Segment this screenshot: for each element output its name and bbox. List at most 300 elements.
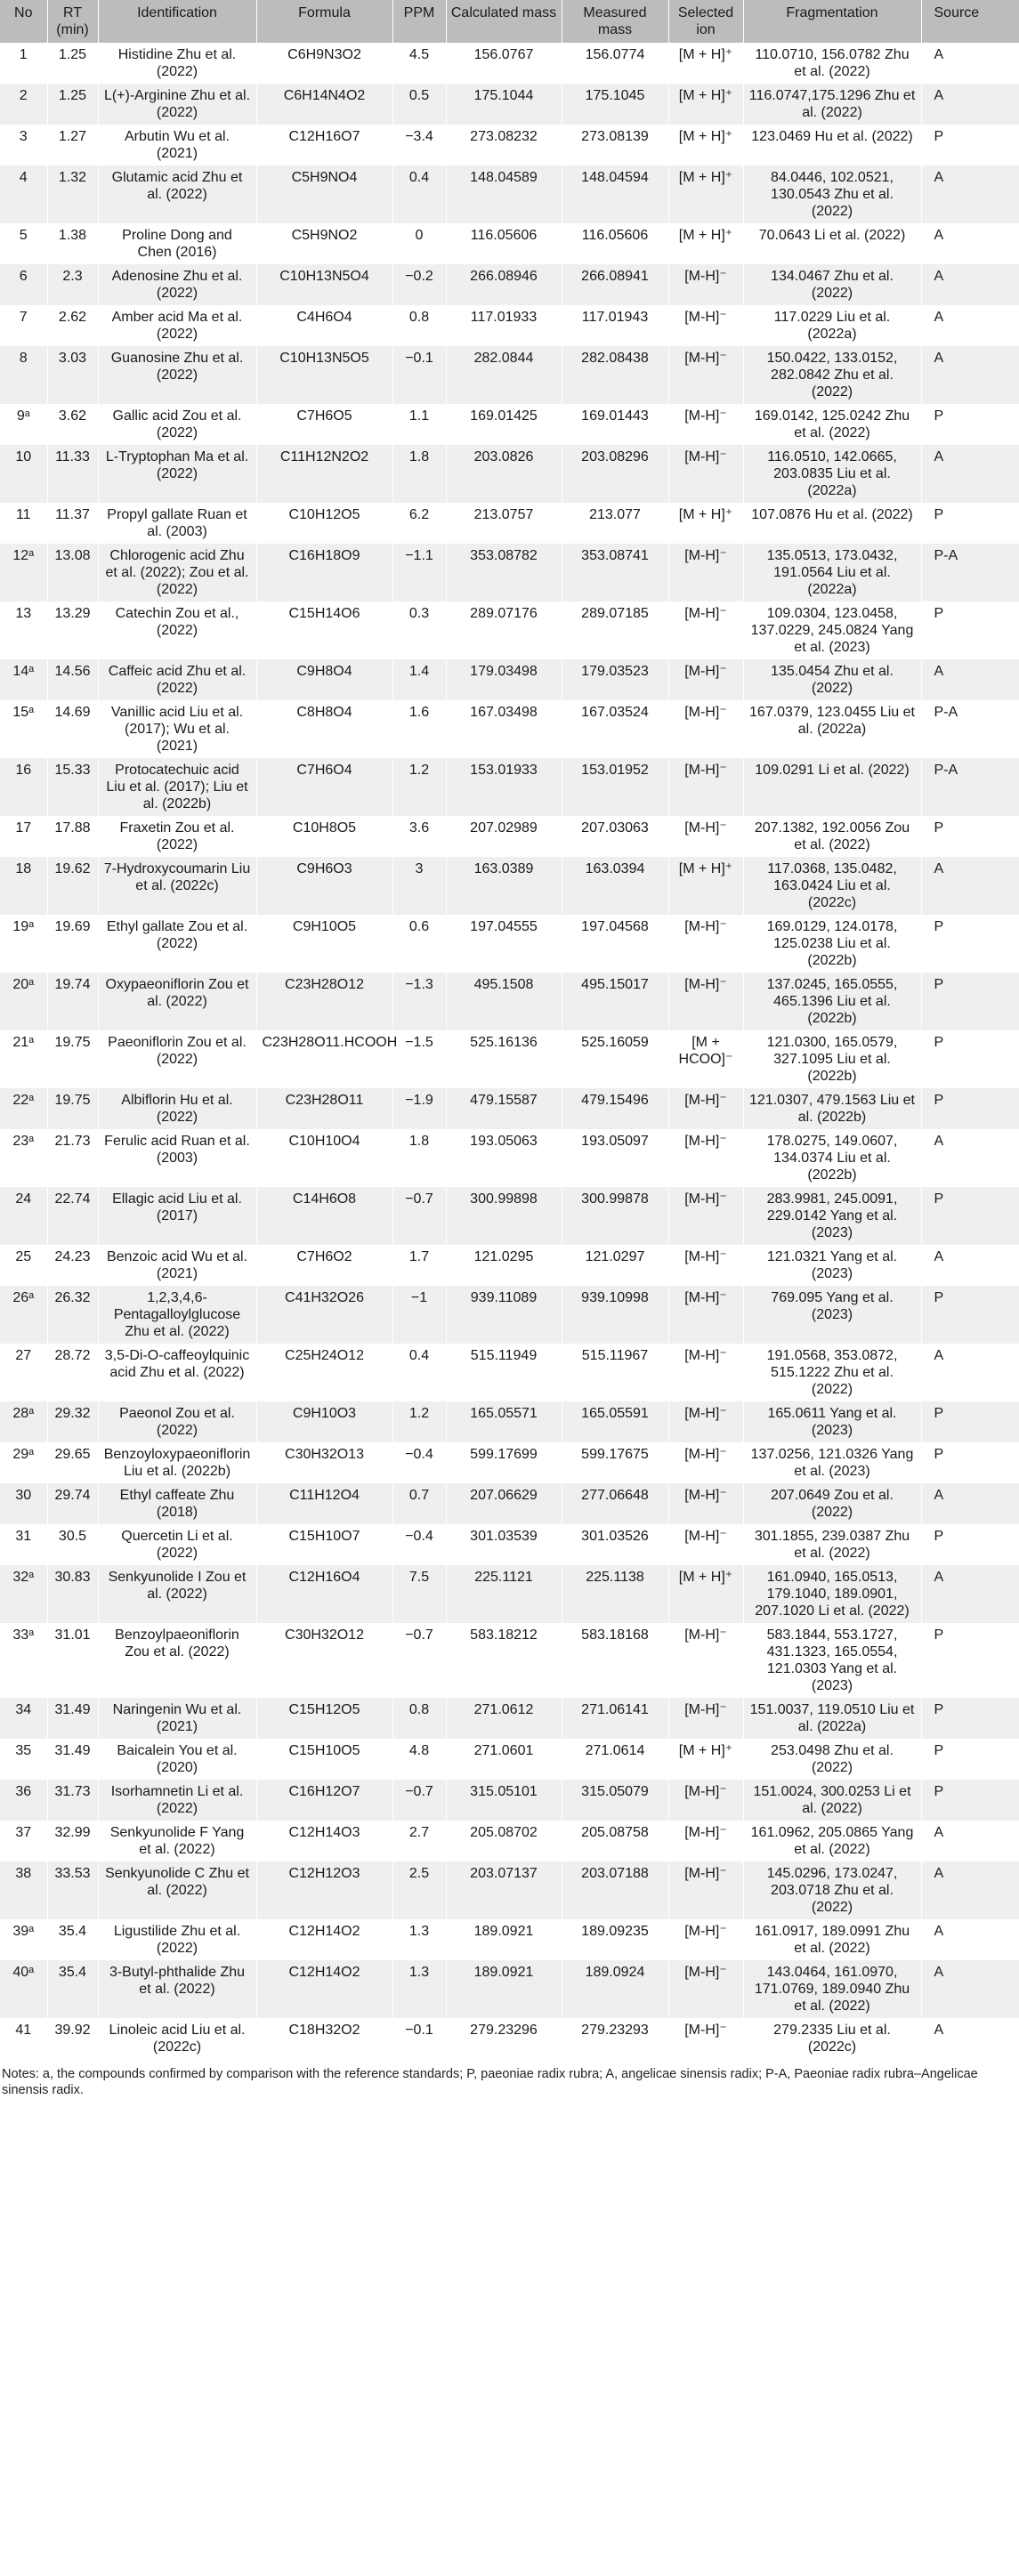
cell-calculated-mass: 289.07176 (446, 602, 562, 659)
cell-rt: 28.72 (47, 1344, 98, 1401)
cell-selected-ion: [M-H]⁻ (668, 700, 743, 758)
cell-rt: 35.4 (47, 1960, 98, 2018)
cell-formula: C15H12O5 (256, 1698, 392, 1739)
cell-calculated-mass: 193.05063 (446, 1129, 562, 1187)
table-row (0, 346, 1019, 404)
cell-selected-ion: [M-H]⁻ (668, 1401, 743, 1442)
cell-ppm: 1.4 (392, 659, 446, 700)
header-identification: Identification (98, 0, 256, 43)
cell-selected-ion: [M-H]⁻ (668, 445, 743, 503)
cell-ppm: 0 (392, 223, 446, 264)
cell-rt: 31.49 (47, 1698, 98, 1739)
cell-ppm: 0.4 (392, 166, 446, 223)
cell-rt: 2.3 (47, 264, 98, 305)
cell-source: P (921, 1088, 1019, 1129)
table-row (0, 758, 1019, 816)
cell-ppm: 1.8 (392, 445, 446, 503)
cell-selected-ion: [M-H]⁻ (668, 1483, 743, 1524)
cell-fragmentation: 207.0649 Zou et al. (2022) (743, 1483, 921, 1524)
cell-no: 7 (0, 305, 47, 346)
cell-fragmentation: 161.0962, 205.0865 Yang et al. (2022) (743, 1821, 921, 1861)
table-row (0, 503, 1019, 544)
cell-formula: C9H10O3 (256, 1401, 392, 1442)
cell-identification: Benzoic acid Wu et al. (2021) (98, 1245, 256, 1286)
cell-no: 25 (0, 1245, 47, 1286)
cell-fragmentation: 151.0037, 119.0510 Liu et al. (2022a) (743, 1698, 921, 1739)
cell-identification: L(+)-Arginine Zhu et al. (2022) (98, 84, 256, 125)
table-row (0, 1780, 1019, 1821)
cell-identification: L-Tryptophan Ma et al. (2022) (98, 445, 256, 503)
table-row (0, 1401, 1019, 1442)
cell-selected-ion: [M-H]⁻ (668, 973, 743, 1030)
cell-rt: 32.99 (47, 1821, 98, 1861)
table-row (0, 125, 1019, 166)
cell-identification: Oxypaeoniflorin Zou et al. (2022) (98, 973, 256, 1030)
cell-source: P (921, 1698, 1019, 1739)
cell-calculated-mass: 165.05571 (446, 1401, 562, 1442)
cell-source: A (921, 1245, 1019, 1286)
cell-formula: C23H28O11 (256, 1088, 392, 1129)
table-row (0, 305, 1019, 346)
cell-identification: Senkyunolide I Zou et al. (2022) (98, 1565, 256, 1623)
cell-identification: Paeonol Zou et al. (2022) (98, 1401, 256, 1442)
cell-rt: 24.23 (47, 1245, 98, 1286)
cell-ppm: 0.4 (392, 1344, 446, 1401)
cell-source: P (921, 125, 1019, 166)
cell-rt: 15.33 (47, 758, 98, 816)
cell-rt: 29.32 (47, 1401, 98, 1442)
cell-formula: C5H9NO4 (256, 166, 392, 223)
cell-calculated-mass: 213.0757 (446, 503, 562, 544)
cell-no: 19ᵃ (0, 915, 47, 973)
cell-no: 18 (0, 857, 47, 915)
cell-ppm: 0.5 (392, 84, 446, 125)
cell-calculated-mass: 315.05101 (446, 1780, 562, 1821)
cell-rt: 19.74 (47, 973, 98, 1030)
cell-ppm: 3.6 (392, 816, 446, 857)
cell-no: 20ᵃ (0, 973, 47, 1030)
cell-calculated-mass: 117.01933 (446, 305, 562, 346)
cell-selected-ion: [M-H]⁻ (668, 1861, 743, 1919)
cell-ppm: −0.1 (392, 346, 446, 404)
header-no: No (0, 0, 47, 43)
cell-formula: C30H32O12 (256, 1623, 392, 1698)
table-body (0, 43, 1019, 2059)
cell-selected-ion: [M-H]⁻ (668, 1780, 743, 1821)
cell-formula: C12H16O7 (256, 125, 392, 166)
cell-selected-ion: [M + H]⁺ (668, 166, 743, 223)
cell-ppm: 0.6 (392, 915, 446, 973)
cell-calculated-mass: 266.08946 (446, 264, 562, 305)
cell-selected-ion: [M-H]⁻ (668, 1623, 743, 1698)
cell-ppm: 1.6 (392, 700, 446, 758)
cell-ppm: 1.2 (392, 1401, 446, 1442)
cell-identification: Quercetin Li et al. (2022) (98, 1524, 256, 1565)
cell-measured-mass: 271.0614 (562, 1739, 668, 1780)
cell-measured-mass: 315.05079 (562, 1780, 668, 1821)
cell-measured-mass: 515.11967 (562, 1344, 668, 1401)
cell-measured-mass: 203.07188 (562, 1861, 668, 1919)
cell-selected-ion: [M-H]⁻ (668, 1698, 743, 1739)
cell-no: 11 (0, 503, 47, 544)
cell-formula: C9H8O4 (256, 659, 392, 700)
cell-identification: Senkyunolide F Yang et al. (2022) (98, 1821, 256, 1861)
cell-measured-mass: 153.01952 (562, 758, 668, 816)
cell-fragmentation: 583.1844, 553.1727, 431.1323, 165.0554, 121.0303 Yang et al. (2023) (743, 1623, 921, 1698)
cell-measured-mass: 167.03524 (562, 700, 668, 758)
cell-ppm: −0.4 (392, 1524, 446, 1565)
table-row (0, 223, 1019, 264)
cell-fragmentation: 135.0454 Zhu et al. (2022) (743, 659, 921, 700)
cell-rt: 1.25 (47, 43, 98, 84)
cell-calculated-mass: 175.1044 (446, 84, 562, 125)
cell-ppm: 1.1 (392, 404, 446, 445)
cell-no: 3 (0, 125, 47, 166)
cell-no: 40ᵃ (0, 1960, 47, 2018)
cell-calculated-mass: 207.02989 (446, 816, 562, 857)
cell-no: 39ᵃ (0, 1919, 47, 1960)
cell-fragmentation: 178.0275, 149.0607, 134.0374 Liu et al. (2022b) (743, 1129, 921, 1187)
cell-identification: Ellagic acid Liu et al. (2017) (98, 1187, 256, 1245)
cell-fragmentation: 301.1855, 239.0387 Zhu et al. (2022) (743, 1524, 921, 1565)
cell-no: 14ᵃ (0, 659, 47, 700)
cell-ppm: −1.1 (392, 544, 446, 602)
table-row (0, 1861, 1019, 1919)
cell-measured-mass: 207.03063 (562, 816, 668, 857)
cell-fragmentation: 137.0256, 121.0326 Yang et al. (2023) (743, 1442, 921, 1483)
header-selected-ion: Selected ion (668, 0, 743, 43)
cell-ppm: −1 (392, 1286, 446, 1344)
cell-formula: C23H28O12 (256, 973, 392, 1030)
cell-rt: 1.27 (47, 125, 98, 166)
cell-rt: 13.08 (47, 544, 98, 602)
cell-fragmentation: 116.0747,175.1296 Zhu et al. (2022) (743, 84, 921, 125)
cell-rt: 39.92 (47, 2018, 98, 2059)
cell-ppm: 0.7 (392, 1483, 446, 1524)
cell-fragmentation: 151.0024, 300.0253 Li et al. (2022) (743, 1780, 921, 1821)
table-row (0, 1919, 1019, 1960)
cell-fragmentation: 123.0469 Hu et al. (2022) (743, 125, 921, 166)
cell-identification: 3-Butyl-phthalide Zhu et al. (2022) (98, 1960, 256, 2018)
cell-calculated-mass: 189.0921 (446, 1960, 562, 2018)
cell-ppm: 4.8 (392, 1739, 446, 1780)
cell-fragmentation: 769.095 Yang et al. (2023) (743, 1286, 921, 1344)
cell-rt: 29.65 (47, 1442, 98, 1483)
cell-formula: C6H14N4O2 (256, 84, 392, 125)
cell-ppm: −1.3 (392, 973, 446, 1030)
header-row (0, 0, 1019, 43)
cell-source: P (921, 1623, 1019, 1698)
cell-selected-ion: [M-H]⁻ (668, 1286, 743, 1344)
table-row (0, 973, 1019, 1030)
cell-ppm: −0.4 (392, 1442, 446, 1483)
cell-source: P (921, 404, 1019, 445)
cell-measured-mass: 163.0394 (562, 857, 668, 915)
cell-selected-ion: [M-H]⁻ (668, 544, 743, 602)
cell-formula: C30H32O13 (256, 1442, 392, 1483)
cell-selected-ion: [M-H]⁻ (668, 346, 743, 404)
cell-formula: C15H14O6 (256, 602, 392, 659)
cell-source: P (921, 1187, 1019, 1245)
cell-source: A (921, 1960, 1019, 2018)
cell-formula: C7H6O2 (256, 1245, 392, 1286)
cell-calculated-mass: 271.0601 (446, 1739, 562, 1780)
cell-no: 24 (0, 1187, 47, 1245)
cell-formula: C14H6O8 (256, 1187, 392, 1245)
cell-calculated-mass: 279.23296 (446, 2018, 562, 2059)
cell-no: 22ᵃ (0, 1088, 47, 1129)
cell-formula: C16H12O7 (256, 1780, 392, 1821)
cell-selected-ion: [M-H]⁻ (668, 659, 743, 700)
cell-source: P-A (921, 758, 1019, 816)
cell-formula: C9H10O5 (256, 915, 392, 973)
cell-measured-mass: 197.04568 (562, 915, 668, 973)
cell-fragmentation: 121.0307, 479.1563 Liu et al. (2022b) (743, 1088, 921, 1129)
cell-no: 38 (0, 1861, 47, 1919)
cell-source: A (921, 1565, 1019, 1623)
cell-source: P (921, 973, 1019, 1030)
cell-calculated-mass: 495.1508 (446, 973, 562, 1030)
cell-measured-mass: 165.05591 (562, 1401, 668, 1442)
cell-rt: 31.49 (47, 1739, 98, 1780)
cell-rt: 30.83 (47, 1565, 98, 1623)
cell-calculated-mass: 203.07137 (446, 1861, 562, 1919)
cell-no: 12ᵃ (0, 544, 47, 602)
table-row (0, 445, 1019, 503)
cell-fragmentation: 143.0464, 161.0970, 171.0769, 189.0940 Zhu et al. (2022) (743, 1960, 921, 2018)
cell-identification: Adenosine Zhu et al. (2022) (98, 264, 256, 305)
cell-selected-ion: [M-H]⁻ (668, 915, 743, 973)
cell-identification: Protocatechuic acid Liu et al. (2017); Liu et al. (2022b) (98, 758, 256, 816)
cell-rt: 11.33 (47, 445, 98, 503)
cell-rt: 14.56 (47, 659, 98, 700)
table-row (0, 264, 1019, 305)
cell-rt: 31.73 (47, 1780, 98, 1821)
table-row (0, 2018, 1019, 2059)
cell-measured-mass: 479.15496 (562, 1088, 668, 1129)
cell-rt: 30.5 (47, 1524, 98, 1565)
cell-measured-mass: 193.05097 (562, 1129, 668, 1187)
cell-calculated-mass: 282.0844 (446, 346, 562, 404)
cell-source: A (921, 264, 1019, 305)
cell-fragmentation: 109.0291 Li et al. (2022) (743, 758, 921, 816)
cell-measured-mass: 301.03526 (562, 1524, 668, 1565)
cell-source: P (921, 1401, 1019, 1442)
table-row (0, 404, 1019, 445)
table-row (0, 1483, 1019, 1524)
cell-no: 37 (0, 1821, 47, 1861)
cell-identification: Arbutin Wu et al. (2021) (98, 125, 256, 166)
cell-no: 32ᵃ (0, 1565, 47, 1623)
cell-calculated-mass: 121.0295 (446, 1245, 562, 1286)
cell-fragmentation: 253.0498 Zhu et al. (2022) (743, 1739, 921, 1780)
table-row (0, 659, 1019, 700)
cell-identification: Isorhamnetin Li et al. (2022) (98, 1780, 256, 1821)
cell-fragmentation: 117.0368, 135.0482, 163.0424 Liu et al. (2022c) (743, 857, 921, 915)
cell-ppm: 2.7 (392, 1821, 446, 1861)
cell-calculated-mass: 169.01425 (446, 404, 562, 445)
cell-formula: C6H9N3O2 (256, 43, 392, 84)
cell-source: A (921, 659, 1019, 700)
cell-rt: 13.29 (47, 602, 98, 659)
cell-measured-mass: 179.03523 (562, 659, 668, 700)
cell-source: A (921, 445, 1019, 503)
cell-source: A (921, 1821, 1019, 1861)
cell-measured-mass: 205.08758 (562, 1821, 668, 1861)
cell-measured-mass: 599.17675 (562, 1442, 668, 1483)
cell-formula: C10H12O5 (256, 503, 392, 544)
cell-measured-mass: 277.06648 (562, 1483, 668, 1524)
cell-selected-ion: [M + H]⁺ (668, 84, 743, 125)
cell-selected-ion: [M-H]⁻ (668, 758, 743, 816)
cell-ppm: 3 (392, 857, 446, 915)
table-row (0, 1344, 1019, 1401)
cell-measured-mass: 583.18168 (562, 1623, 668, 1698)
cell-calculated-mass: 197.04555 (446, 915, 562, 973)
cell-identification: Benzoylpaeoniflorin Zou et al. (2022) (98, 1623, 256, 1698)
cell-fragmentation: 135.0513, 173.0432, 191.0564 Liu et al. (2022a) (743, 544, 921, 602)
cell-formula: C10H13N5O4 (256, 264, 392, 305)
cell-ppm: 1.3 (392, 1919, 446, 1960)
cell-ppm: 1.7 (392, 1245, 446, 1286)
cell-rt: 21.73 (47, 1129, 98, 1187)
cell-measured-mass: 225.1138 (562, 1565, 668, 1623)
header-fragmentation: Fragmentation (743, 0, 921, 43)
cell-rt: 33.53 (47, 1861, 98, 1919)
cell-rt: 3.62 (47, 404, 98, 445)
cell-fragmentation: 137.0245, 165.0555, 465.1396 Liu et al. (2022b) (743, 973, 921, 1030)
cell-calculated-mass: 179.03498 (446, 659, 562, 700)
cell-calculated-mass: 271.0612 (446, 1698, 562, 1739)
cell-identification: 3,5-Di-O-caffeoylquinic acid Zhu et al. (2022) (98, 1344, 256, 1401)
cell-fragmentation: 70.0643 Li et al. (2022) (743, 223, 921, 264)
cell-calculated-mass: 525.16136 (446, 1030, 562, 1088)
cell-rt: 14.69 (47, 700, 98, 758)
cell-no: 1 (0, 43, 47, 84)
cell-fragmentation: 117.0229 Liu et al. (2022a) (743, 305, 921, 346)
table-row (0, 1088, 1019, 1129)
cell-selected-ion: [M + H]⁺ (668, 857, 743, 915)
cell-fragmentation: 121.0300, 165.0579, 327.1095 Liu et al. (2022b) (743, 1030, 921, 1088)
cell-ppm: 4.5 (392, 43, 446, 84)
cell-fragmentation: 107.0876 Hu et al. (2022) (743, 503, 921, 544)
cell-ppm: −0.7 (392, 1623, 446, 1698)
cell-rt: 35.4 (47, 1919, 98, 1960)
cell-ppm: 7.5 (392, 1565, 446, 1623)
table-row (0, 816, 1019, 857)
cell-no: 9ᵃ (0, 404, 47, 445)
cell-no: 4 (0, 166, 47, 223)
cell-no: 2 (0, 84, 47, 125)
cell-ppm: 0.3 (392, 602, 446, 659)
cell-selected-ion: [M + H]⁺ (668, 223, 743, 264)
cell-no: 26ᵃ (0, 1286, 47, 1344)
cell-identification: Amber acid Ma et al. (2022) (98, 305, 256, 346)
table-row (0, 166, 1019, 223)
cell-no: 21ᵃ (0, 1030, 47, 1088)
cell-no: 33ᵃ (0, 1623, 47, 1698)
cell-identification: Proline Dong and Chen (2016) (98, 223, 256, 264)
cell-fragmentation: 110.0710, 156.0782 Zhu et al. (2022) (743, 43, 921, 84)
cell-calculated-mass: 515.11949 (446, 1344, 562, 1401)
cell-selected-ion: [M + H]⁺ (668, 125, 743, 166)
table-row (0, 857, 1019, 915)
cell-no: 35 (0, 1739, 47, 1780)
cell-source: A (921, 1483, 1019, 1524)
cell-calculated-mass: 479.15587 (446, 1088, 562, 1129)
cell-calculated-mass: 167.03498 (446, 700, 562, 758)
cell-selected-ion: [M-H]⁻ (668, 404, 743, 445)
cell-measured-mass: 189.09235 (562, 1919, 668, 1960)
cell-calculated-mass: 599.17699 (446, 1442, 562, 1483)
table-row (0, 1129, 1019, 1187)
cell-source: P (921, 915, 1019, 973)
cell-formula: C15H10O7 (256, 1524, 392, 1565)
cell-calculated-mass: 225.1121 (446, 1565, 562, 1623)
cell-no: 15ᵃ (0, 700, 47, 758)
cell-no: 23ᵃ (0, 1129, 47, 1187)
cell-ppm: 6.2 (392, 503, 446, 544)
cell-rt: 19.75 (47, 1030, 98, 1088)
cell-calculated-mass: 205.08702 (446, 1821, 562, 1861)
cell-rt: 26.32 (47, 1286, 98, 1344)
table-row (0, 544, 1019, 602)
cell-rt: 1.38 (47, 223, 98, 264)
cell-source: A (921, 166, 1019, 223)
cell-formula: C15H10O5 (256, 1739, 392, 1780)
cell-source: A (921, 857, 1019, 915)
cell-source: P (921, 816, 1019, 857)
cell-identification: Ethyl gallate Zou et al. (2022) (98, 915, 256, 973)
cell-fragmentation: 161.0940, 165.0513, 179.1040, 189.0901, 207.1020 Li et al. (2022) (743, 1565, 921, 1623)
cell-no: 17 (0, 816, 47, 857)
cell-identification: 7-Hydroxycoumarin Liu et al. (2022c) (98, 857, 256, 915)
cell-selected-ion: [M-H]⁻ (668, 1960, 743, 2018)
cell-fragmentation: 191.0568, 353.0872, 515.1222 Zhu et al. (2022) (743, 1344, 921, 1401)
cell-rt: 2.62 (47, 305, 98, 346)
cell-rt: 19.75 (47, 1088, 98, 1129)
cell-calculated-mass: 207.06629 (446, 1483, 562, 1524)
cell-identification: Caffeic acid Zhu et al. (2022) (98, 659, 256, 700)
cell-no: 13 (0, 602, 47, 659)
cell-source: A (921, 305, 1019, 346)
cell-rt: 19.62 (47, 857, 98, 915)
cell-rt: 1.32 (47, 166, 98, 223)
cell-calculated-mass: 301.03539 (446, 1524, 562, 1565)
cell-selected-ion: [M + H]⁺ (668, 1565, 743, 1623)
cell-fragmentation: 145.0296, 173.0247, 203.0718 Zhu et al. (2022) (743, 1861, 921, 1919)
cell-measured-mass: 175.1045 (562, 84, 668, 125)
cell-source: P (921, 1286, 1019, 1344)
cell-formula: C5H9NO2 (256, 223, 392, 264)
cell-source: P (921, 1739, 1019, 1780)
cell-calculated-mass: 116.05606 (446, 223, 562, 264)
cell-formula: C16H18O9 (256, 544, 392, 602)
cell-formula: C10H8O5 (256, 816, 392, 857)
table-row (0, 1565, 1019, 1623)
cell-source: P (921, 1524, 1019, 1565)
header-measured-mass: Measured mass (562, 0, 668, 43)
cell-no: 30 (0, 1483, 47, 1524)
table-row (0, 915, 1019, 973)
cell-formula: C41H32O26 (256, 1286, 392, 1344)
cell-fragmentation: 279.2335 Liu et al. (2022c) (743, 2018, 921, 2059)
cell-fragmentation: 109.0304, 123.0458, 137.0229, 245.0824 Yang et al. (2023) (743, 602, 921, 659)
cell-rt: 29.74 (47, 1483, 98, 1524)
cell-source: P (921, 602, 1019, 659)
cell-formula: C11H12O4 (256, 1483, 392, 1524)
cell-formula: C12H14O2 (256, 1919, 392, 1960)
